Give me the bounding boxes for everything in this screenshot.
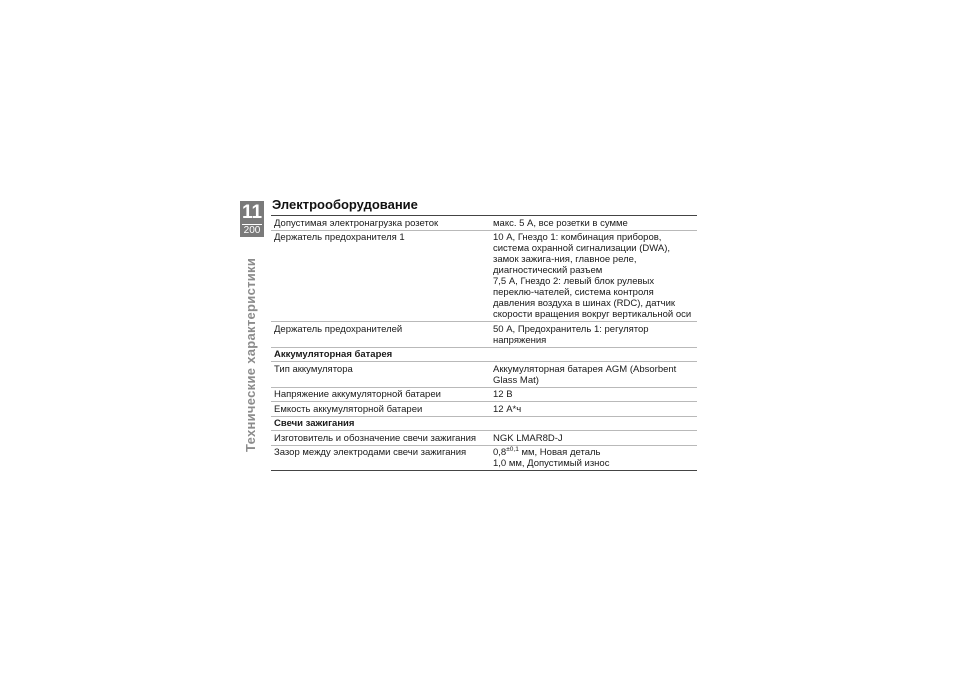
spec-value-line: NGK LMAR8D-J	[493, 432, 563, 444]
spec-label: Допустимая электронагрузка розеток	[271, 216, 490, 231]
table-row	[271, 402, 697, 417]
spec-label: Напряжение аккумуляторной батареи	[271, 387, 490, 402]
chapter-badge	[240, 201, 264, 237]
spec-value	[490, 362, 697, 388]
spec-label: Зазор между электродами свечи зажигания	[271, 445, 490, 471]
table-row	[271, 322, 697, 348]
spec-value	[490, 322, 697, 348]
section-subheading-row	[271, 347, 697, 362]
gap-tolerance: ±0,1	[506, 445, 519, 453]
spec-value-line: 1,0 мм, Допустимый износ	[493, 458, 610, 469]
section-title: Электрооборудование	[272, 197, 418, 212]
spec-label: Изготовитель и обозначение свечи зажигания	[271, 431, 490, 446]
spec-value	[490, 402, 697, 417]
spec-value-line: 12 А*ч	[493, 403, 522, 415]
spec-value-line	[493, 447, 695, 458]
spec-value-line: 50 А, Предохранитель 1: регулятор напряжения	[493, 323, 649, 346]
table-row	[271, 387, 697, 402]
spec-label: Тип аккумулятора	[271, 362, 490, 388]
spec-value-line: Аккумуляторная батарея AGM (Absorbent Glass Mat)	[493, 363, 677, 386]
gap-base: 0,8	[493, 447, 507, 458]
spec-label: Емкость аккумуляторной батареи	[271, 402, 490, 417]
spec-value	[490, 387, 697, 402]
spec-value-line: 12 В	[493, 389, 513, 400]
spec-value	[490, 230, 697, 322]
section-subheading-row	[271, 416, 697, 431]
spec-value	[490, 216, 697, 231]
spec-value-line: 10 А, Гнездо 1: комбинация приборов, система охранной сигнализации (DWA), замок зажига-ния, главное реле, диагностический разъем	[493, 232, 671, 276]
table-row	[271, 431, 697, 446]
table-row	[271, 230, 697, 322]
table-row	[271, 445, 697, 471]
gap-rest: мм, Новая деталь	[518, 447, 601, 458]
table-row	[271, 216, 697, 231]
spec-value-line: 7,5 А, Гнездо 2: левый блок рулевых переклю-чателей, система контроля давления воздуха в шинах (RDC), датчик скорости вращения вокруг вертикальной оси	[493, 276, 692, 320]
page-number: 200	[243, 225, 261, 236]
section-subheading: Свечи зажигания	[271, 416, 697, 431]
section-subheading: Аккумуляторная батарея	[271, 347, 697, 362]
spec-value	[490, 445, 697, 471]
spec-value-line: макс. 5 А, все розетки в сумме	[493, 217, 628, 229]
table-row	[271, 362, 697, 388]
side-chapter-title-text: Технические характеристики	[243, 257, 258, 452]
spec-label: Держатель предохранителя 1	[271, 230, 490, 322]
spec-table-body	[271, 216, 697, 471]
spec-table	[271, 215, 697, 471]
spec-value	[490, 431, 697, 446]
spec-label: Держатель предохранителей	[271, 322, 490, 348]
chapter-number: 11	[241, 202, 263, 223]
